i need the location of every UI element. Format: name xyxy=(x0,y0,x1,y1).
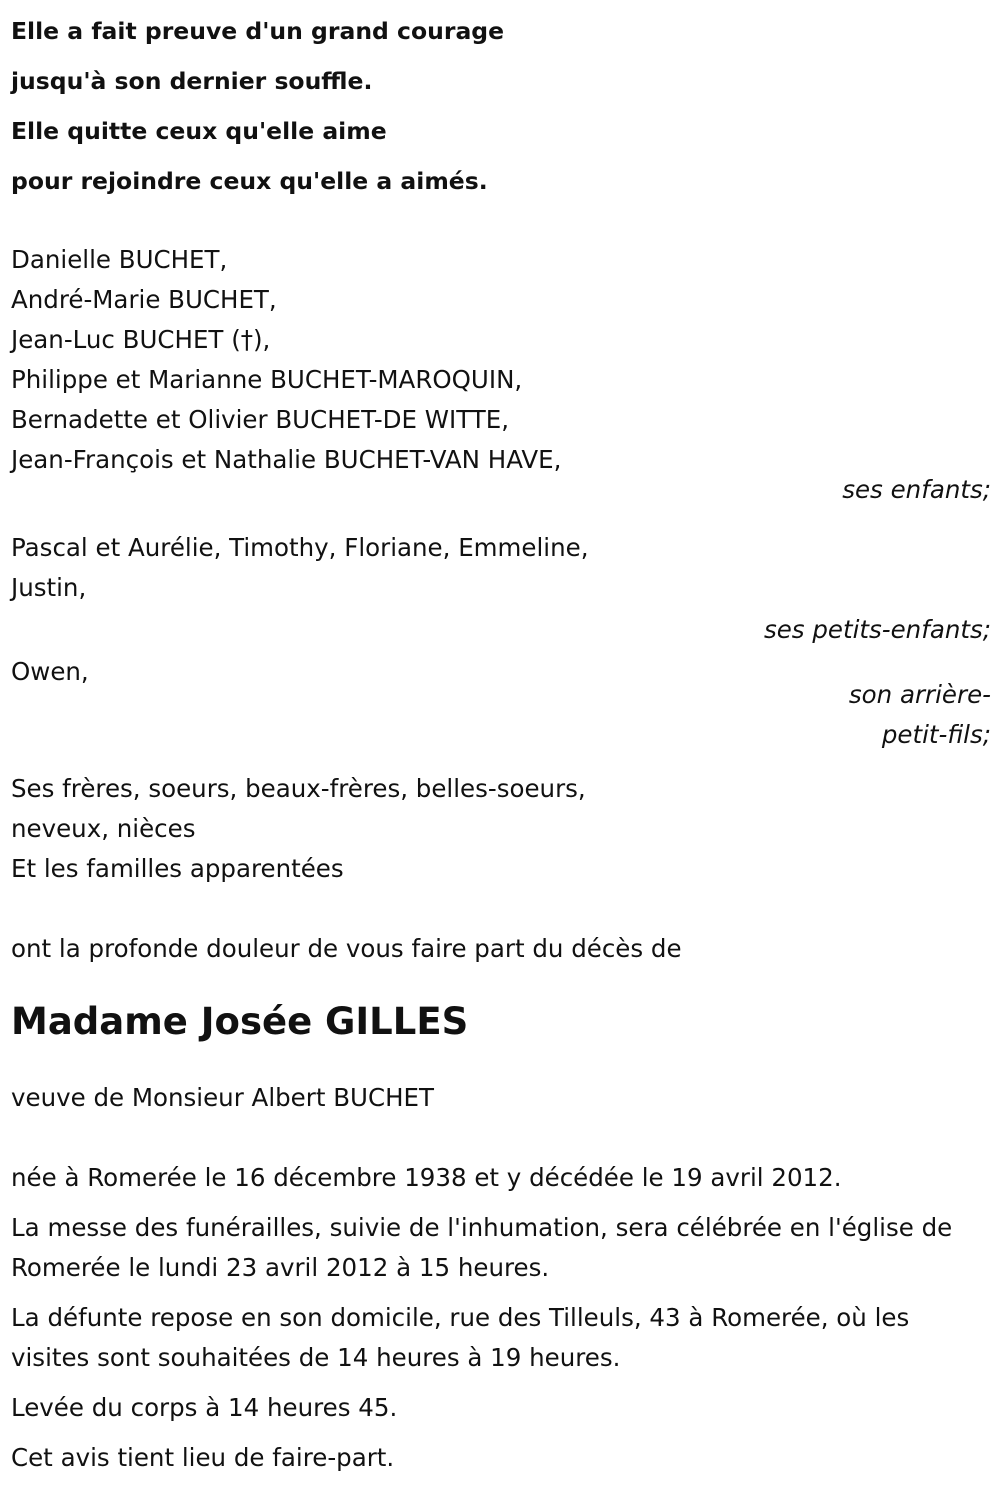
grandchild-name: Pascal et Aurélie, Timothy, Floriane, Emmeline, xyxy=(11,533,589,562)
children-role: ses enfants; xyxy=(842,475,991,504)
widow-of-text: veuve de Monsieur Albert BUCHET xyxy=(11,1083,434,1112)
great-grandchild-role: petit-fils; xyxy=(881,720,991,749)
children-list xyxy=(11,240,991,510)
great-grandchild-list xyxy=(11,652,991,755)
relatives-list xyxy=(11,769,991,889)
widow-section xyxy=(11,1078,991,1118)
child-name: André-Marie BUCHET, xyxy=(11,285,277,314)
announcement-text: ont la profonde douleur de vous faire part du décès de xyxy=(11,934,682,963)
visitation-text: La défunte repose en son domicile, rue des Tilleuls, 43 à Romerée, où les visites sont souhaitées de 14 heures à 19 heures. xyxy=(11,1303,910,1372)
child-name: Philippe et Marianne BUCHET-MAROQUIN, xyxy=(11,365,523,394)
relatives-line: neveux, nièces xyxy=(11,814,196,843)
details-section xyxy=(11,1158,991,1478)
intro-line: jusqu'à son dernier souffle. xyxy=(11,67,373,95)
procession-text: Levée du corps à 14 heures 45. xyxy=(11,1393,398,1422)
grandchildren-role: ses petits-enfants; xyxy=(763,615,991,644)
child-name: Danielle BUCHET, xyxy=(11,245,228,274)
birth-death-text: née à Romerée le 16 décembre 1938 et y décédée le 19 avril 2012. xyxy=(11,1163,842,1192)
relatives-line: Ses frères, soeurs, beaux-frères, belles-soeurs, xyxy=(11,774,586,803)
intro-line: Elle a fait preuve d'un grand courage xyxy=(11,17,505,45)
intro-verse xyxy=(11,6,991,206)
funeral-mass-text: La messe des funérailles, suivie de l'inhumation, sera célébrée en l'église de Romerée le lundi 23 avril 2012 à 15 heures. xyxy=(11,1213,953,1282)
great-grandchild-role: son arrière- xyxy=(848,680,991,709)
deceased-section xyxy=(11,992,991,1052)
announcement-section xyxy=(11,929,991,969)
child-name: Bernadette et Olivier BUCHET-DE WITTE, xyxy=(11,405,510,434)
child-name: Jean-Luc BUCHET (†), xyxy=(11,325,271,354)
grandchildren-list xyxy=(11,528,991,650)
intro-line: pour rejoindre ceux qu'elle a aimés. xyxy=(11,167,488,195)
great-grandchild-name: Owen, xyxy=(11,657,89,686)
obituary-notice xyxy=(11,0,991,1488)
intro-line: Elle quitte ceux qu'elle aime xyxy=(11,117,387,145)
notice-text: Cet avis tient lieu de faire-part. xyxy=(11,1443,395,1472)
deceased-name: Madame Josée GILLES xyxy=(11,1000,469,1043)
relatives-line: Et les familles apparentées xyxy=(11,854,344,883)
grandchild-name: Justin, xyxy=(11,573,87,602)
child-name: Jean-François et Nathalie BUCHET-VAN HAVE, xyxy=(11,445,562,474)
